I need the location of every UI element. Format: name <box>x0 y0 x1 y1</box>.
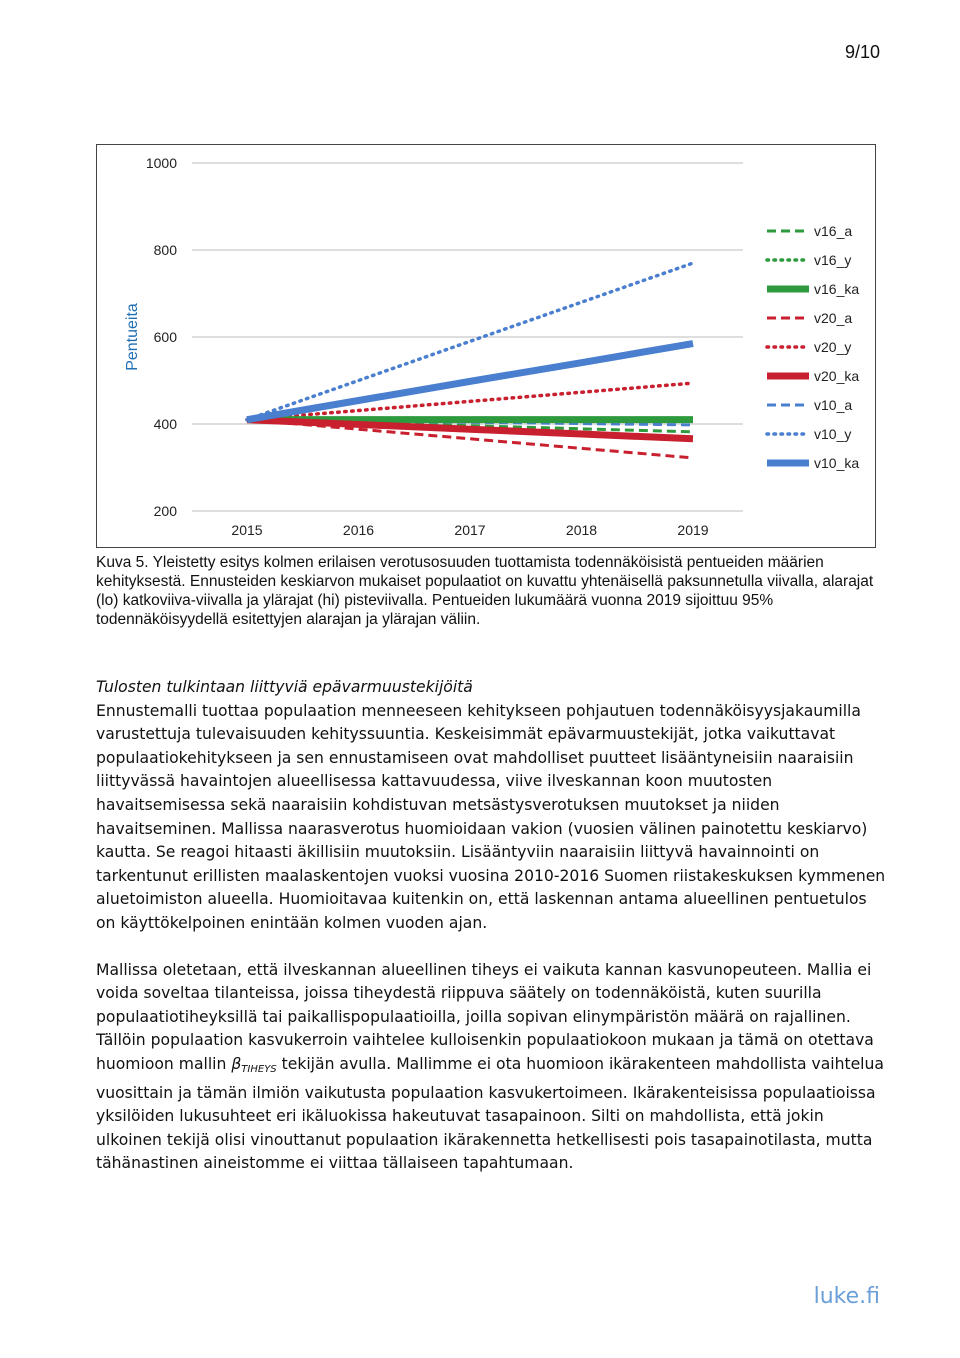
paragraph-2-part-1: Mallissa oletetaan, että ilveskannan alueellinen tiheys ei vaikuta kannan kasvunopeuteen. Mallia ei voida soveltaa tilanteissa, joissa tiheydestä riippuva säätely on todennäköistä, kuten suurilla populaatiotiheyksillä tai paikallispopulaatioilla, joilla sopivan elinympäristön määrä on rajallinen. Tällöin populaation kasvukerroin vaihtelee kulloisenkin populaatiokoon mukaan ja tämä on otettava huomioon mallin <box>96 960 874 1073</box>
caption-text: Kuva 5. Yleistetty esitys kolmen erilaisen verotusosuuden tuottamista todennäköisistä pentueiden määrien kehityksestä. Ennusteiden keskiarvon mukaiset populaatiot on kuvattu yhtenäisellä paksunnetulla viivalla, alarajat (lo) katkoviiva-viivalla ja ylärajat (hi) pisteviivalla. Pentueiden lukumäärä vuonna 2019 sijoittuu 95% todennäköisyydellä esitettyjen alarajan ja ylärajan väliin. <box>96 554 874 628</box>
series-line-v10_ka <box>247 344 693 420</box>
beta-symbol: β <box>231 1054 242 1073</box>
grid-layer <box>192 163 743 511</box>
y-tick-label: 600 <box>153 329 177 345</box>
x-tick-label: 2019 <box>677 522 709 538</box>
paragraph-1: Ennustemalli tuottaa populaation menneeseen kehitykseen pohjautuen todennäköisyysjakaumilla varustettuja tulevaisuuden kehityssuuntia. Keskeisimmät epävarmuustekijät, jotka vaikuttavat populaatiokehitykseen ja sen ennustamiseen ovat mahdolliset puutteet lisääntyneisiin naaraisiin liittyvässä havaintojen alueellisessa kattavuudessa, viive ilveskannan koon muutosten havaitsemisessa sekä naaraisiin kohdistuvan metsästysverotuksen muutokset ja niiden havaitseminen. Mallissa naarasverotus huomioidaan vakion (vuosien välinen painotettu keskiarvo) kautta. Se reagoi hitaasti äkillisiin muutoksiin. Lisääntyviin naaraisiin liittyvä havainnointi on tarkentunut erillisten maalaskentojen vuoksi vuosina 2010-2016 Suomen riistakeskuksen kymmenen aluetoimiston alueella. Huomioitavaa kuitenkin on, että laskennan antama alueellinen pentuetulos on käyttökelpoinen enintään kolmen vuoden ajan. <box>96 701 886 932</box>
legend-label-v10_ka: v10_ka <box>814 455 860 471</box>
legend-label-v20_y: v20_y <box>814 339 852 355</box>
figure-caption <box>96 553 886 629</box>
legend-label-v16_ka: v16_ka <box>814 281 860 297</box>
legend-label-v16_y: v16_y <box>814 252 852 268</box>
figure-box <box>96 144 876 548</box>
page-number: 9/10 <box>844 42 880 62</box>
paragraph-2 <box>96 959 886 1176</box>
uncertainty-section <box>96 676 886 1199</box>
legend-label-v10_a: v10_a <box>814 397 853 413</box>
population-chart <box>97 145 877 549</box>
legend-label-v10_y: v10_y <box>814 426 852 442</box>
x-tick-label: 2015 <box>231 522 263 538</box>
legend-label-v20_ka: v20_ka <box>814 368 860 384</box>
x-tick-label: 2017 <box>454 522 486 538</box>
section-heading: Tulosten tulkintaan liittyviä epävarmuustekijöitä <box>96 678 473 696</box>
x-tick-label: 2018 <box>565 522 598 538</box>
y-tick-label: 400 <box>153 416 177 432</box>
y-tick-label: 1000 <box>145 155 177 171</box>
legend-label-v16_a: v16_a <box>814 223 853 239</box>
series-layer <box>247 263 693 458</box>
y-axis-label: Pentueita <box>124 303 141 371</box>
legend-label-v20_a: v20_a <box>814 310 853 326</box>
axis-layer <box>124 155 709 538</box>
y-tick-label: 800 <box>153 242 177 258</box>
beta-subscript: TIHEYS <box>241 1063 277 1075</box>
legend <box>767 223 859 471</box>
paragraph-2-part-2: tekijän avulla. Mallimme ei ota huomioon ikärakenteen mahdollista vaihtelua vuosittain ja tämän ilmiön vaikutusta populaation kasvukertoimeen. Ikärakenteisissa populaatioissa yksilöiden lukusuhteet eri ikäluokissa hakeutuvat tasapainoon. Silti on mahdollista, että jokin ulkoinen tekijä olisi vinouttanut populaation ikärakennetta hetkellisesti pois tasapainotilasta, mutta tähänastinen aineistomme ei viittaa tällaiseen tapahtumaan. <box>96 1054 884 1173</box>
x-tick-label: 2016 <box>342 522 375 538</box>
series-line-v20_y <box>247 383 693 420</box>
y-tick-label: 200 <box>153 503 177 519</box>
luke-logo: luke.fi <box>813 1284 880 1309</box>
series-line-v10_y <box>247 263 693 420</box>
